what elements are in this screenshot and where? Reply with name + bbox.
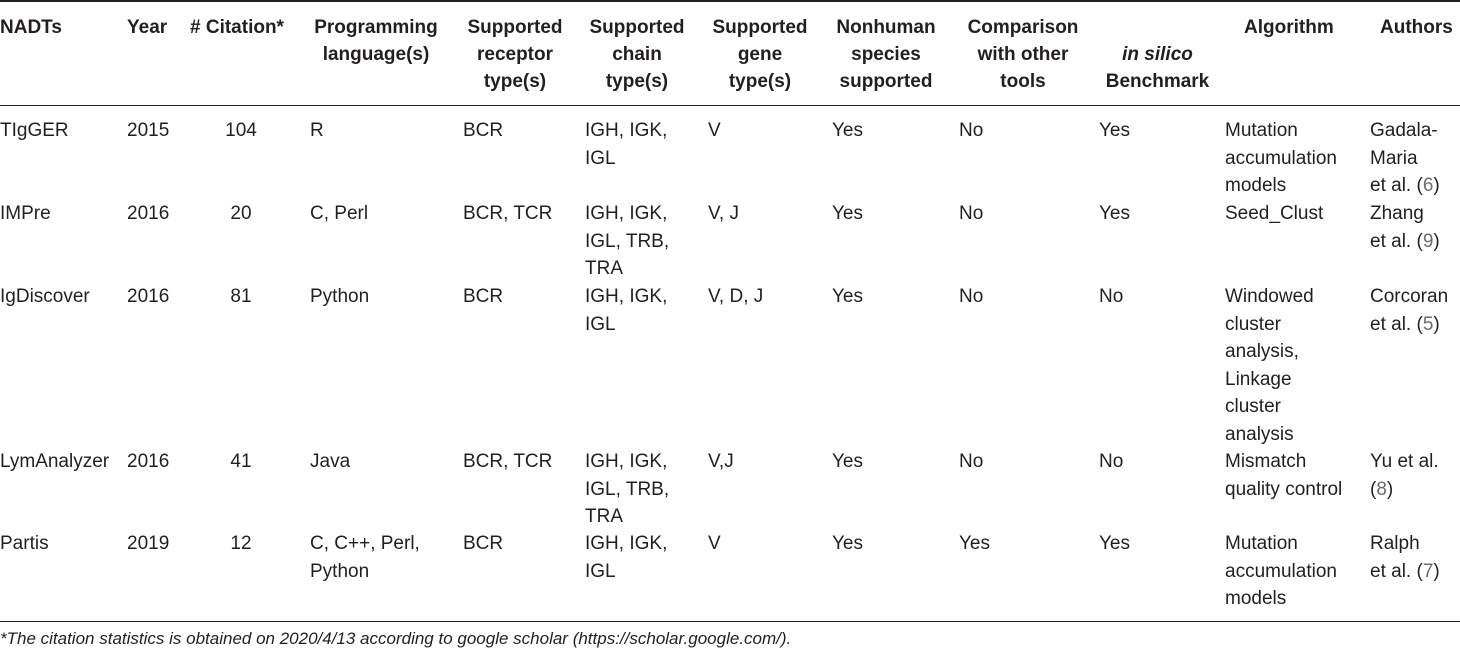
cell-nonhuman: Yes: [832, 203, 863, 224]
author-paren: ): [1433, 313, 1440, 335]
cell-authors: [1370, 117, 1440, 200]
reference-link[interactable]: 6: [1422, 175, 1434, 196]
cell-algorithm: Mismatch quality control: [1225, 451, 1343, 500]
cell-nonhuman: Yes: [832, 533, 863, 554]
author-name: Zhang et al. (: [1370, 203, 1424, 252]
header-benchmark: [1095, 14, 1220, 95]
header-nonhuman: Nonhuman species supported: [836, 17, 936, 92]
header-algorithm: Algorithm: [1244, 17, 1334, 38]
reference-link[interactable]: 9: [1422, 230, 1434, 252]
cell-comparison: No: [959, 286, 984, 307]
header-year: Year: [127, 17, 168, 38]
cell-nonhuman: Yes: [832, 286, 863, 307]
header-citation: # Citation*: [190, 17, 284, 38]
cell-year: 2016: [127, 451, 170, 472]
cell-authors: [1370, 200, 1440, 255]
reference-link[interactable]: 8: [1376, 478, 1387, 500]
cell-benchmark: Yes: [1099, 120, 1130, 141]
table-footnote: *The citation statistics is obtained on 2020/4/13 according to google scholar (https://scholar.google.com/).: [0, 629, 792, 648]
author-paren: ): [1433, 560, 1440, 582]
cell-nonhuman: Yes: [832, 451, 863, 472]
cell-benchmark: Yes: [1099, 533, 1130, 554]
header-chain: Supported chain type(s): [589, 17, 685, 92]
cell-citation: 41: [230, 451, 252, 472]
cell-comparison: No: [959, 120, 984, 141]
cell-language: C, Perl: [310, 203, 369, 224]
cell-benchmark: No: [1099, 286, 1124, 307]
cell-nonhuman: Yes: [832, 120, 863, 141]
cell-algorithm: Windowed cluster analysis, Linkage cluster analysis: [1225, 286, 1314, 445]
header-authors: Authors: [1380, 17, 1453, 38]
header-gene: Supported gene type(s): [712, 17, 808, 92]
cell-nadts: IgDiscover: [0, 286, 90, 307]
cell-year: 2016: [127, 203, 170, 224]
cell-receptor: BCR, TCR: [463, 451, 553, 472]
cell-receptor: BCR, TCR: [463, 203, 553, 224]
cell-receptor: BCR: [463, 286, 504, 307]
author-name: Gadala- Maria et al. (: [1370, 120, 1438, 196]
reference-link[interactable]: 7: [1422, 560, 1434, 582]
author-paren: ): [1433, 230, 1440, 252]
reference-link[interactable]: 5: [1422, 313, 1434, 335]
cell-algorithm: Mutation accumulation models: [1225, 533, 1337, 609]
cell-chain: IGH, IGK, IGL: [585, 533, 668, 582]
header-nadts: NADTs: [0, 17, 62, 38]
table-bottom-rule: [0, 621, 1460, 622]
cell-language: C, C++, Perl, Python: [310, 533, 420, 582]
cell-authors: [1370, 283, 1448, 338]
author-paren: ): [1386, 478, 1394, 500]
header-benchmark-label: Benchmark: [1105, 71, 1210, 92]
author-name: Yu et al. (: [1370, 451, 1439, 500]
cell-algorithm: Seed_Clust: [1225, 203, 1324, 224]
header-receptor: Supported receptor type(s): [467, 17, 563, 92]
cell-benchmark: Yes: [1099, 203, 1130, 224]
cell-chain: IGH, IGK, IGL, TRB, TRA: [585, 451, 670, 527]
cell-receptor: BCR: [463, 120, 504, 141]
cell-language: R: [310, 120, 324, 141]
cell-receptor: BCR: [463, 533, 504, 554]
table-header-rule: [0, 105, 1460, 106]
cell-gene: V, J: [708, 203, 739, 224]
cell-authors: [1370, 530, 1440, 585]
header-benchmark-italic: in silico: [1122, 44, 1193, 65]
cell-gene: V,J: [708, 451, 734, 472]
cell-algorithm: Mutation accumulation models: [1225, 120, 1337, 196]
cell-nadts: IMPre: [0, 203, 51, 224]
cell-citation: 81: [230, 286, 252, 307]
cell-citation: 20: [230, 203, 252, 224]
cell-language: Python: [310, 286, 370, 307]
cell-year: 2016: [127, 286, 170, 307]
cell-nadts: Partis: [0, 533, 49, 554]
cell-gene: V: [708, 120, 721, 141]
cell-year: 2019: [127, 533, 170, 554]
cell-comparison: Yes: [959, 533, 990, 554]
cell-gene: V: [708, 533, 721, 554]
cell-comparison: No: [959, 451, 984, 472]
cell-authors: [1370, 448, 1439, 503]
author-name: Corcoran et al. (: [1370, 286, 1449, 335]
cell-comparison: No: [959, 203, 984, 224]
table-top-rule: [0, 0, 1460, 2]
cell-chain: IGH, IGK, IGL: [585, 286, 668, 335]
header-comparison: Comparison with other tools: [967, 17, 1079, 92]
author-paren: ): [1433, 175, 1440, 196]
cell-benchmark: No: [1099, 451, 1124, 472]
author-name: Ralph et al. (: [1370, 533, 1423, 582]
cell-citation: 104: [225, 120, 257, 141]
cell-nadts: TIgGER: [0, 120, 69, 141]
cell-chain: IGH, IGK, IGL: [585, 120, 668, 169]
cell-nadts: LymAnalyzer: [0, 451, 110, 472]
cell-year: 2015: [127, 120, 170, 141]
cell-gene: V, D, J: [708, 286, 764, 307]
cell-chain: IGH, IGK, IGL, TRB, TRA: [585, 203, 670, 279]
cell-citation: 12: [230, 533, 252, 554]
header-language: Programming language(s): [314, 17, 438, 65]
cell-language: Java: [310, 451, 351, 472]
